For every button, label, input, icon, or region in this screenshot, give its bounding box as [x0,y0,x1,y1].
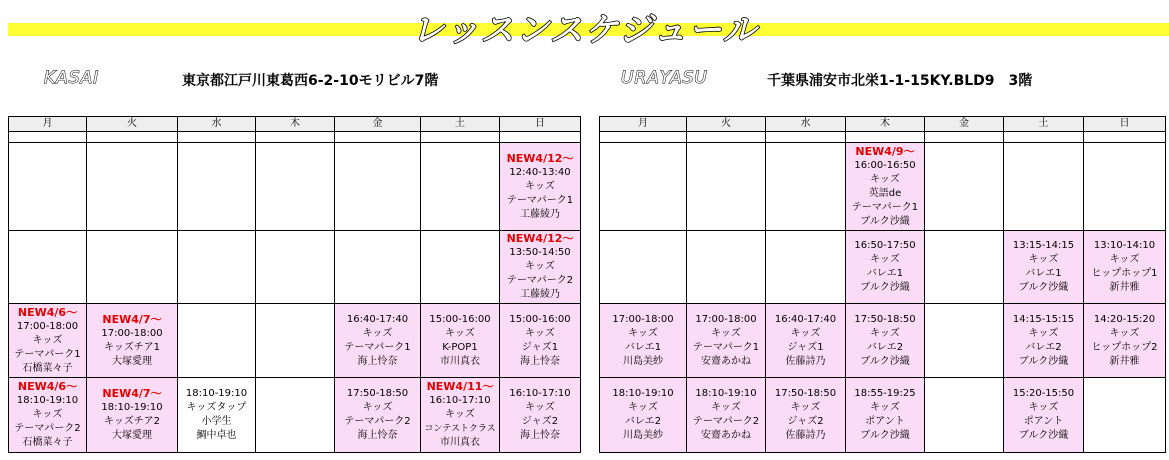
spacer-cell [421,132,500,143]
lesson-info [600,387,686,443]
table-row [9,143,581,231]
instructor-name: 海上怜奈 [357,430,398,441]
lesson-class: キッズ [790,327,821,339]
kasai-schedule-body [9,132,581,453]
urayasu-day-header-row [600,117,1166,132]
lesson-time: 18:10-19:10 [16,395,79,406]
lesson-info [9,380,86,450]
lesson-time: 16:50-17:50 [854,240,916,251]
urayasu-schedule-table [599,116,1166,453]
lesson-class: キッズ [1109,254,1140,265]
empty-slot [178,304,256,378]
lesson-class: テーマパーク1 [692,341,760,353]
lesson-info [500,313,580,369]
lesson-time: 18:10-19:10 [695,388,757,399]
lesson-class: キッズ [628,327,658,339]
spacer-cell [335,132,421,143]
instructor-name: ブルク沙織 [860,215,910,227]
page-title: レッスンスケジュール [411,10,758,49]
spacer-cell [9,132,87,143]
lesson-class: ポアント [1023,416,1064,427]
lesson-info [687,313,765,369]
lesson-info [846,145,924,229]
urayasu-day-header: 火 [687,117,766,132]
table-row [600,143,1166,231]
table-row [600,231,1166,304]
lesson-class: キッズ [525,327,555,339]
urayasu-day-header: 月 [600,117,687,132]
lesson-class: テーマパーク2 [692,416,760,427]
lesson-info [1084,239,1165,295]
lesson-slot [421,304,500,378]
lesson-time: 16:40-17:40 [774,313,837,325]
spacer-cell [87,132,178,143]
lesson-info [178,387,255,443]
lesson-time: 18:10-19:10 [185,388,248,399]
empty-slot [178,143,256,231]
empty-slot [178,231,256,304]
lesson-class: ジャズ2 [787,416,824,427]
lesson-class: バレエ1 [1025,268,1062,279]
instructor-name: 海上怜奈 [520,355,560,367]
lesson-time: 16:40-17:40 [346,313,409,325]
lesson-class: ジャズ2 [521,416,559,427]
lesson-class: キッズ [1109,327,1140,339]
kasai-schedule-table [8,116,581,453]
lesson-time: 16:10-17:10 [429,395,491,406]
lesson-class: キッズ [1028,254,1059,265]
instructor-name: 工藤綾乃 [520,208,560,220]
lesson-slot [846,143,925,231]
empty-slot [9,143,87,231]
lesson-info [846,387,924,443]
empty-slot [9,231,87,304]
empty-slot [256,143,335,231]
empty-slot [925,231,1004,304]
lesson-slot [600,304,687,378]
instructor-name: ブルク沙織 [860,282,910,293]
lesson-class: K-POP1 [442,341,478,353]
instructor-name: 石橋菜々子 [22,362,73,374]
empty-slot [335,231,421,304]
empty-slot [1084,143,1166,231]
spacer-cell [846,132,925,143]
lesson-time: 16:10-17:10 [509,388,571,399]
instructor-name: 安齋あかね [701,355,751,367]
lesson-slot [87,304,178,378]
lesson-info [87,313,177,369]
empty-slot [600,231,687,304]
kasai-day-header: 木 [256,117,335,132]
lesson-class: ジャズ1 [787,341,824,353]
lesson-class: ポアント [865,416,905,427]
lesson-class: キッズ [445,327,475,339]
lesson-slot [1084,304,1166,378]
lesson-slot [500,304,581,378]
instructor-name: 川島美紗 [623,355,663,367]
urayasu-day-header: 土 [1004,117,1084,132]
new-start-label: NEW4/9～ [855,144,915,158]
lesson-time: 18:10-19:10 [101,402,163,413]
lesson-class: キッズ [32,334,63,346]
table-row [600,304,1166,378]
spacer-cell [256,132,335,143]
lesson-time: 18:55-19:25 [854,388,916,399]
lesson-slot [500,231,581,304]
lesson-class: バレエ1 [624,341,662,353]
lesson-time: 13:10-14:10 [1093,240,1156,251]
empty-slot [335,143,421,231]
new-start-label: NEW4/12～ [506,151,574,165]
lesson-info [766,387,845,443]
table-row [600,378,1166,453]
lesson-time: 15:20-15:50 [1012,388,1075,399]
lesson-class: ジャズ1 [521,341,559,353]
lesson-info [500,232,580,302]
empty-slot [925,304,1004,378]
instructor-name: 工藤綾乃 [520,289,560,300]
lesson-slot [500,378,581,453]
empty-slot [421,231,500,304]
lesson-slot [421,378,500,453]
lesson-class: キッズ [628,402,658,413]
lesson-time: 14:15-15:15 [1012,313,1075,325]
lesson-class: コンテストクラス [424,424,496,434]
lesson-time: 14:20-15:20 [1093,313,1156,325]
instructor-name: 新井雅 [1109,282,1140,293]
lesson-class: キッズ [711,327,741,339]
lesson-class: キッズ [445,409,475,420]
lesson-class: キッズ [525,402,555,413]
lesson-class: キッズ [1028,402,1059,413]
lesson-class: キッズ [362,402,393,413]
instructor-name: 佐藤詩乃 [785,430,826,441]
table-row [9,378,581,453]
instructor-name: 大塚愛理 [112,430,152,441]
lesson-slot [87,378,178,453]
lesson-time: 15:00-16:00 [509,313,571,325]
lesson-time: 17:50-18:50 [774,388,837,399]
kasai-day-header: 日 [500,117,581,132]
lesson-class: キッズ [870,254,900,265]
spacer-cell [687,132,766,143]
lesson-time: 17:00-18:00 [695,313,757,325]
lesson-info [1004,387,1083,443]
lesson-class: キッズ [1028,327,1059,339]
lesson-class: バレエ2 [624,416,662,427]
lesson-slot [846,231,925,304]
lesson-info [1084,313,1165,369]
instructor-name: 佐藤詩乃 [785,355,826,367]
lesson-class: キッズ [32,409,63,420]
lesson-class: キッズ [870,402,900,413]
empty-slot [87,231,178,304]
empty-slot [87,143,178,231]
empty-slot [925,378,1004,453]
lesson-slot [846,378,925,453]
spacer-cell [178,132,256,143]
urayasu-spacer-row [600,132,1166,143]
empty-slot [687,143,766,231]
lesson-class: ヒップホップ2 [1091,341,1158,353]
empty-slot [421,143,500,231]
table-row [9,304,581,378]
instructor-name: ブルク沙織 [860,430,910,441]
kasai-day-header: 火 [87,117,178,132]
instructor-name: 海上怜奈 [357,355,398,367]
urayasu-day-header: 金 [925,117,1004,132]
instructor-name: 新井雅 [1109,355,1140,367]
urayasu-day-header: 水 [766,117,846,132]
lesson-class: キッズ [870,327,900,339]
kasai-location-name: KASAI [44,68,100,88]
lesson-class: テーマパーク2 [506,275,574,286]
spacer-cell [600,132,687,143]
lesson-class: テーマパーク1 [851,201,919,213]
lesson-info [9,306,86,376]
urayasu-day-header: 日 [1084,117,1166,132]
lesson-info [87,387,177,443]
instructor-name: 市川真衣 [440,437,480,448]
urayasu-schedule-body [600,132,1166,453]
lesson-time: 17:50-18:50 [854,313,916,325]
empty-slot [766,231,846,304]
lesson-class: バレエ1 [866,268,904,279]
lesson-class: テーマパーク1 [344,341,411,353]
lesson-info [500,152,580,222]
lesson-info [846,313,924,369]
lesson-slot [766,378,846,453]
empty-slot [256,304,335,378]
lesson-class: テーマパーク2 [14,423,81,434]
lesson-slot [687,378,766,453]
instructor-name: ブルク沙織 [1018,430,1069,441]
lesson-class: キッズタップ [186,402,247,413]
kasai-day-header: 月 [9,117,87,132]
lesson-info [846,239,924,295]
empty-slot [256,231,335,304]
lesson-info [500,387,580,443]
lesson-slot [335,378,421,453]
instructor-name: 石橋菜々子 [22,437,73,448]
new-start-label: NEW4/7～ [102,387,162,400]
lesson-time: 13:50-14:50 [509,247,571,258]
lesson-slot [846,304,925,378]
lesson-slot [687,304,766,378]
lesson-info [687,387,765,443]
lesson-slot [335,304,421,378]
lesson-time: 12:40-13:40 [509,166,571,178]
lesson-class: キッズ [525,261,555,272]
lesson-info [1004,313,1083,369]
lesson-slot [1004,304,1084,378]
lesson-info [421,313,499,369]
new-start-label: NEW4/12～ [506,232,574,245]
lesson-class: バレエ2 [1025,341,1062,353]
lesson-class: キッズ [711,402,741,413]
lesson-time: 15:00-16:00 [429,313,491,325]
instructor-name: ブルク沙織 [1018,282,1069,293]
kasai-address: 東京都江戸川東葛西6-2-10モリビル7階 [182,73,439,89]
instructor-name: 市川真衣 [440,355,480,367]
instructor-name: ブルク沙織 [860,355,910,367]
lesson-time: 17:00-18:00 [101,327,163,339]
lesson-slot [600,378,687,453]
lesson-class: 英語de [868,187,902,199]
lesson-class: ヒップホップ1 [1091,268,1158,279]
lesson-class: テーマパーク1 [506,194,574,206]
urayasu-address: 千葉県浦安市北栄1-1-15KY.BLD9 3階 [767,73,1033,89]
lesson-class: 小学生 [201,416,232,427]
lesson-info [335,387,420,443]
lesson-slot [9,304,87,378]
instructor-name: 安齋あかね [701,430,751,441]
lesson-class: キッズ [362,327,393,339]
lesson-info [600,313,686,369]
urayasu-location-name: URAYASU [621,68,708,88]
lesson-class: テーマパーク2 [344,416,411,427]
new-start-label: NEW4/6～ [17,380,78,393]
lesson-class: キッズチア1 [104,341,160,353]
empty-slot [1084,378,1166,453]
lesson-slot [1084,231,1166,304]
lesson-info [335,313,420,369]
lesson-slot [766,304,846,378]
new-start-label: NEW4/6～ [17,305,78,319]
lesson-slot [500,143,581,231]
lesson-time: 16:00-16:50 [854,159,916,171]
kasai-day-header: 金 [335,117,421,132]
lesson-info [766,313,845,369]
kasai-day-header: 土 [421,117,500,132]
instructor-name: 海上怜奈 [520,430,560,441]
lesson-info [1004,239,1083,295]
kasai-spacer-row [9,132,581,143]
spacer-cell [925,132,1004,143]
lesson-slot [1004,231,1084,304]
empty-slot [600,143,687,231]
empty-slot [1004,143,1084,231]
table-row [9,231,581,304]
instructor-name: 大塚愛理 [112,355,152,367]
lesson-slot [178,378,256,453]
kasai-day-header: 水 [178,117,256,132]
lesson-time: 17:00-18:00 [16,320,79,332]
lesson-class: キッズ [525,180,555,192]
spacer-cell [766,132,846,143]
lesson-info [421,380,499,450]
lesson-time: 13:15-14:15 [1012,240,1075,251]
empty-slot [687,231,766,304]
instructor-name: 川島美紗 [623,430,663,441]
lesson-class: バレエ2 [866,341,904,353]
instructor-name: ブルク沙織 [1018,355,1069,367]
spacer-cell [1004,132,1084,143]
lesson-class: キッズチア2 [104,416,160,427]
urayasu-day-header: 木 [846,117,925,132]
empty-slot [256,378,335,453]
instructor-name: 鯛中卓也 [196,430,237,441]
lesson-time: 18:10-19:10 [612,388,674,399]
spacer-cell [500,132,581,143]
kasai-day-header-row [9,117,581,132]
lesson-time: 17:00-18:00 [612,313,674,325]
empty-slot [766,143,846,231]
lesson-slot [1004,378,1084,453]
new-start-label: NEW4/7～ [102,312,162,326]
spacer-cell [1084,132,1166,143]
lesson-class: テーマパーク1 [14,348,81,360]
lesson-class: キッズ [870,173,900,185]
lesson-slot [9,378,87,453]
lesson-class: キッズ [790,402,821,413]
empty-slot [925,143,1004,231]
lesson-time: 17:50-18:50 [346,388,409,399]
new-start-label: NEW4/11～ [426,380,494,393]
